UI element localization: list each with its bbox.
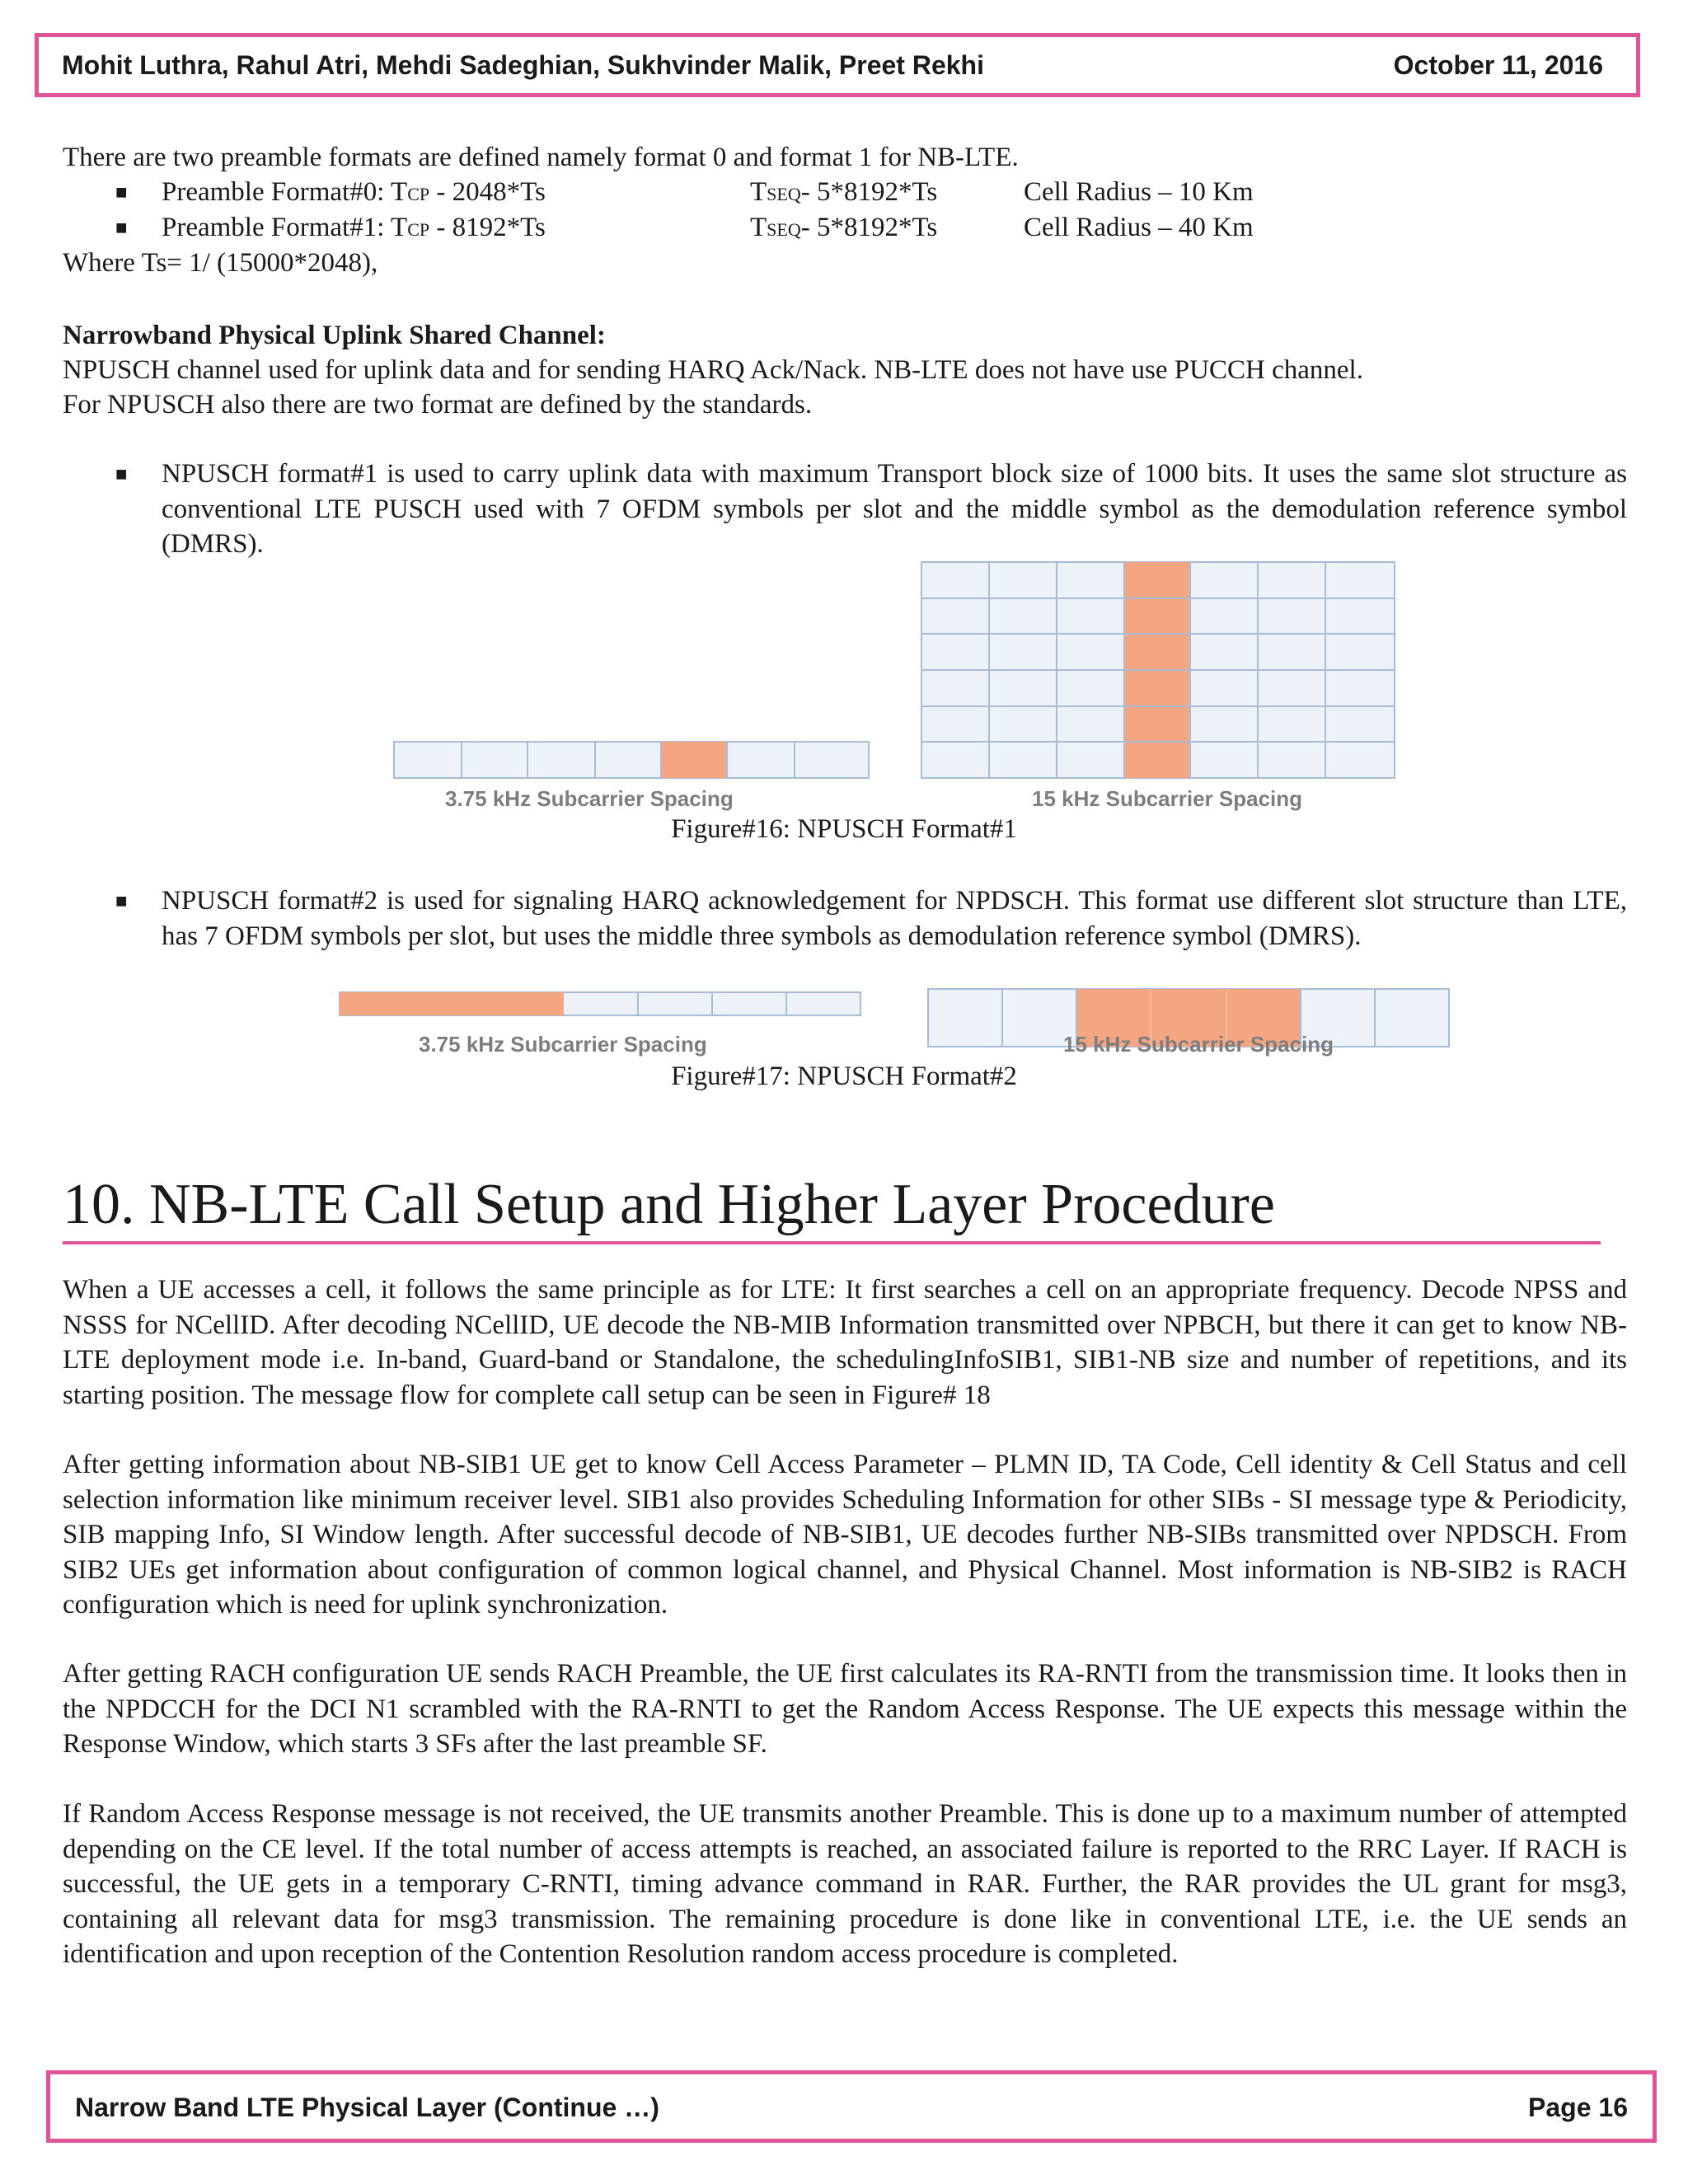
figure-16-caption: Figure#16: NPUSCH Format#1 [671,814,1017,844]
npusch-format-2-text: NPUSCH format#2 is used for signaling HARQ acknowledgement for NPDSCH. This format use different slot structure than LTE, has 7 OFDM symbols per slot, but uses the middle three symbols as demodulation reference symbol (DMRS). [162,886,1627,951]
grid-3-75khz-format2 [340,992,860,1015]
footer-title: Narrow Band LTE Physical Layer (Continue …) [75,2093,659,2122]
preamble-format-0: Preamble Format#0: TCP - 2048*Ts [162,177,546,207]
preamble-format-0-seq: TSEQ- 5*8192*Ts [750,177,938,207]
page-number: Page 16 [1528,2093,1628,2122]
npusch-heading: Narrowband Physical Uplink Shared Channel: [63,321,606,350]
page-header [35,33,1640,97]
section-paragraph-3: After getting RACH configuration UE sends RACH Preamble, the UE first calculates its RA-RNTI from the transmission time. It looks then in the NPDCCH for the DCI N1 scrambled with the RA-RNTI to get the Random Access Response. The UE expects this message within the Response Window, which starts 3 SFs after the last preamble SF. [63,1659,1627,1759]
bullet-icon: ■ [115,182,128,204]
header-date: October 11, 2016 [1393,50,1603,80]
figure-16-diagram [387,559,1401,781]
preamble-format-1: Preamble Format#1: TCP - 8192*Ts [162,213,546,242]
bullet-icon: ■ [115,218,128,239]
fig17-left-label: 3.75 kHz Subcarrier Spacing [419,1032,707,1057]
dmrs-cell [661,742,727,778]
npusch-line-2: For NPUSCH also there are two format are defined by the standards. [63,390,813,419]
page-footer [46,2070,1657,2143]
dmrs-cells [340,992,564,1015]
figure-17-caption: Figure#17: NPUSCH Format#2 [671,1062,1017,1091]
preamble-format-1-radius: Cell Radius – 40 Km [1024,213,1254,242]
fig16-left-label: 3.75 kHz Subcarrier Spacing [445,786,734,811]
intro-line: There are two preamble formats are defined namely format 0 and format 1 for NB-LTE. [63,143,1019,172]
grid-15khz-format1 [921,562,1395,778]
bullet-icon: ■ [115,891,128,912]
section-paragraph-4: If Random Access Response message is not received, the UE transmits another Preamble. This is done up to a maximum number of attempted depending on the CE level. If the total number of access attempts is reached, an associated failure is reported to the RRC Layer. If RACH is successful, the UE gets in a temporary C-RNTI, timing advance command in RAR. Further, the RAR provides the UL grant for msg3, containing all relevant data for msg3 transmission. The remaining procedure is done like in conventional LTE, i.e. the UE sends an identification and upon reception of the Contention Resolution random access procedure is completed. [63,1799,1627,1969]
section-paragraph-1: When a UE accesses a cell, it follows the same principle as for LTE: It first searches a cell on an appropriate frequency. Decode NPSS and NSSS for NCellID. After decoding NCellID, UE decode the NB-MIB Information transmitted over NPBCH, but there it can get to know NB-LTE deployment mode i.e. In-band, Guard-band or Standalone, the schedulingInfoSIB1, SIB1-NB size and number of repetitions, and its starting position. The message flow for complete call setup can be seen in Figure# 18 [63,1275,1627,1410]
section-title: 10. NB-LTE Call Setup and Higher Layer Procedure [63,1173,1275,1236]
preamble-format-0-radius: Cell Radius – 10 Km [1024,177,1254,207]
grid-3-75khz-format1 [394,742,869,778]
fig16-right-label: 15 kHz Subcarrier Spacing [1032,786,1303,811]
section-paragraph-2: After getting information about NB-SIB1 UE get to know Cell Access Parameter – PLMN ID, TA Code, Cell identity & Cell Status and cell selection information like minimum receiver level. SIB1 also provides Scheduling Information for other SIBs - SI message type & Periodicity, SIB mapping Info, SI Window length. After successful decode of NB-SIB1, UE decodes further NB-SIBs transmitted over NPDSCH. From SIB2 UEs get information about configuration of common logical channel, and Physical Channel. Most information is NB-SIB2 is RACH configuration which is need for uplink synchronization. [63,1450,1627,1619]
fig17-right-label: 15 kHz Subcarrier Spacing [1063,1032,1334,1057]
section-title-rule [63,1241,1601,1244]
npusch-line-1: NPUSCH channel used for uplink data and for sending HARQ Ack/Nack. NB-LTE does not have use PUCCH channel. [63,355,1363,385]
npusch-format-1-text: NPUSCH format#1 is used to carry uplink data with maximum Transport block size of 1000 bits. It uses the same slot structure as conventional LTE PUSCH used with 7 OFDM symbols per slot and the middle symbol as the demodulation reference symbol (DMRS). [162,459,1627,559]
preamble-format-1-seq: TSEQ- 5*8192*Ts [750,213,938,242]
header-authors: Mohit Luthra, Rahul Atri, Mehdi Sadeghian, Sukhvinder Malik, Preet Rekhi [62,50,984,80]
bullet-icon: ■ [115,464,128,485]
ts-definition: Where Ts= 1/ (15000*2048), [63,248,378,278]
